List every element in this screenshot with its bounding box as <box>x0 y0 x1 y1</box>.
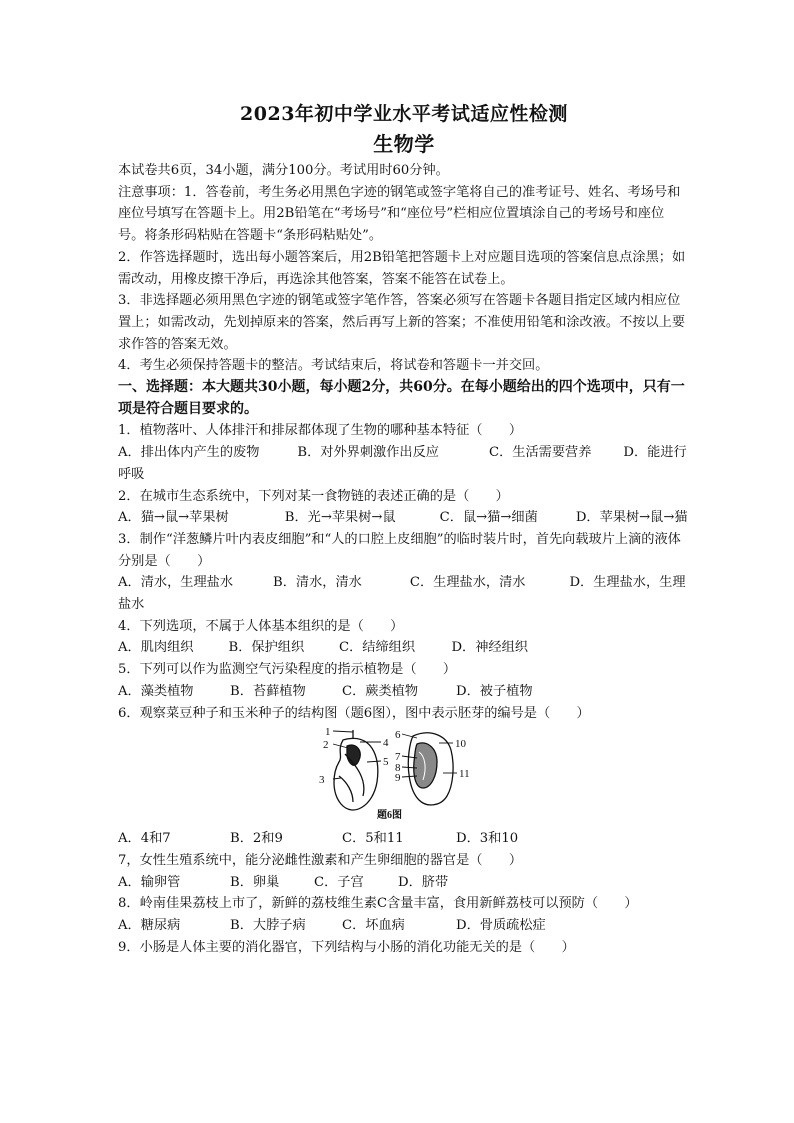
option: C．子宫 <box>314 874 364 890</box>
figure-caption: 题6图 <box>377 810 402 822</box>
seed-diagram <box>313 726 493 826</box>
option: C．蕨类植物 <box>342 683 419 699</box>
option: B．清水，清水 <box>273 575 362 591</box>
option: B．2和9 <box>230 831 283 847</box>
figure-label: 6 <box>395 729 401 742</box>
option: C．生理盐水，清水 <box>409 575 526 591</box>
section-heading: 一、选择题：本大题共30小题，每小题2分，共60分。在每小题给出的四个选项中，只有一项是符合题目要求的。 <box>118 379 685 417</box>
seed-figure <box>118 724 690 828</box>
figure-label: 9 <box>395 772 401 785</box>
option-line <box>118 442 690 485</box>
instruction-line: 注意事项：1．答卷前，考生务必用黑色字迹的钢笔或签字笔将自己的准考证号、姓名、考场号和座位号填写在答题卡上。用2B铅笔在“考场号”和“座位号”栏相应位置填涂自己的考场号和座位号。将条形码粘贴在答题卡“条形码粘贴处”。 <box>118 184 681 244</box>
option: A．肌肉组织 <box>118 640 194 656</box>
exam-page <box>118 0 690 959</box>
question-stem: 7，女性生殖系统中，能分泌雌性激素和产生卵细胞的器官是（ ） <box>118 852 523 868</box>
option: A．排出体内产生的废物 <box>118 445 260 461</box>
figure-label: 8 <box>395 762 401 775</box>
question-stem: 2．在城市生态系统中，下列对某一食物链的表述正确的是（ ） <box>118 488 509 504</box>
option: B．光→苹果树→鼠 <box>284 510 396 526</box>
figure-label: 3 <box>319 774 325 787</box>
option: C．坏血病 <box>342 918 405 934</box>
question-stem: 5．下列可以作为监测空气污染程度的指示植物是（ ） <box>118 662 457 678</box>
figure-label: 1 <box>325 726 331 739</box>
question-stem: 9．小肠是人体主要的消化器官，下列结构与小肠的消化功能无关的是（ ） <box>118 939 575 955</box>
option: D．被子植物 <box>456 683 533 699</box>
option: B．对外界刺激作出反应 <box>297 445 439 461</box>
option: C．5和11 <box>342 831 404 847</box>
figure-label: 2 <box>323 739 329 752</box>
option: D．3和10 <box>456 831 519 847</box>
option: B．保护组织 <box>228 640 305 656</box>
option: A．猫→鼠→苹果树 <box>118 510 229 526</box>
question-stem: 4．下列选项，不属于人体基本组织的是（ ） <box>118 618 404 634</box>
option: C．鼠→猫→细菌 <box>439 510 538 526</box>
option: D．骨质疏松症 <box>456 918 546 934</box>
option-row <box>118 637 528 659</box>
exam-title: 2023年初中学业水平考试适应性检测 <box>240 103 568 125</box>
option-row <box>118 681 548 703</box>
option: C．生活需要营养 <box>488 445 592 461</box>
option: A．清水，生理盐水 <box>118 575 234 591</box>
option: B．卵巢 <box>230 874 280 890</box>
question-stem: 6．观察菜豆种子和玉米种子的结构图（题6图），图中表示胚芽的编号是（ ） <box>118 705 590 721</box>
option: A．输卵管 <box>118 874 181 890</box>
question-stem: 1．植物落叶、人体排汗和排尿都体现了生物的哪种基本特征（ ） <box>118 423 523 439</box>
option: A．藻类植物 <box>118 683 194 699</box>
option-line <box>118 572 690 615</box>
figure-labels <box>319 726 470 821</box>
option-row <box>118 828 558 850</box>
option-row <box>118 915 578 937</box>
figure-label: 5 <box>383 756 389 769</box>
option: D．能进行呼吸 <box>118 445 687 482</box>
option: A．糖尿病 <box>118 918 181 934</box>
figure-label: 11 <box>459 768 470 781</box>
option: B．大脖子病 <box>230 918 306 934</box>
subject-title: 生物学 <box>373 132 435 156</box>
option-row <box>118 872 458 894</box>
option: D．生理盐水，生理盐水 <box>118 575 686 613</box>
option: A．4和7 <box>118 831 171 847</box>
figure-label: 4 <box>383 737 389 750</box>
instruction-line: 本试卷共6页，34小题，满分100分。考试用时60分钟。 <box>118 163 449 178</box>
figure-label: 7 <box>395 751 401 764</box>
option: C．结缔组织 <box>339 640 416 656</box>
corn-seed <box>408 733 453 805</box>
question-stem: 8．岭南佳果荔枝上市了，新鲜的荔枝维生素C含量丰富，食用新鲜荔枝可以预防（ ） <box>118 896 638 912</box>
option-line <box>118 507 690 529</box>
instruction-line: 3．非选择题必须用黑色字迹的钢笔或签字笔作答，答案必须写在答题卡各题目指定区域内相应位置上；如需改动，先划掉原来的答案，然后再写上新的答案；不准使用铅笔和涂改液。不按以上要求作答的答案无效。 <box>118 293 686 352</box>
instruction-line: 2．作答选择题时，选出每小题答案后，用2B铅笔把答题卡上对应题目选项的答案信息点涂黑；如需改动，用橡皮擦干净后，再选涂其他答案，答案不能答在试卷上。 <box>118 249 686 287</box>
instruction-line: 4．考生必须保持答题卡的整洁。考试结束后，将试卷和答题卡一并交回。 <box>118 358 549 374</box>
option: D．神经组织 <box>451 640 528 656</box>
option: B．苔藓植物 <box>230 683 306 699</box>
question-stem: 3．制作“洋葱鳞片叶内表皮细胞”和“人的口腔上皮细胞”的临时装片时，首先向载玻片上滴的液体分别是（ ） <box>118 531 681 569</box>
figure-label: 10 <box>455 738 466 751</box>
option: D．苹果树→鼠→猫 <box>575 510 688 526</box>
option: D．脐带 <box>398 874 449 890</box>
